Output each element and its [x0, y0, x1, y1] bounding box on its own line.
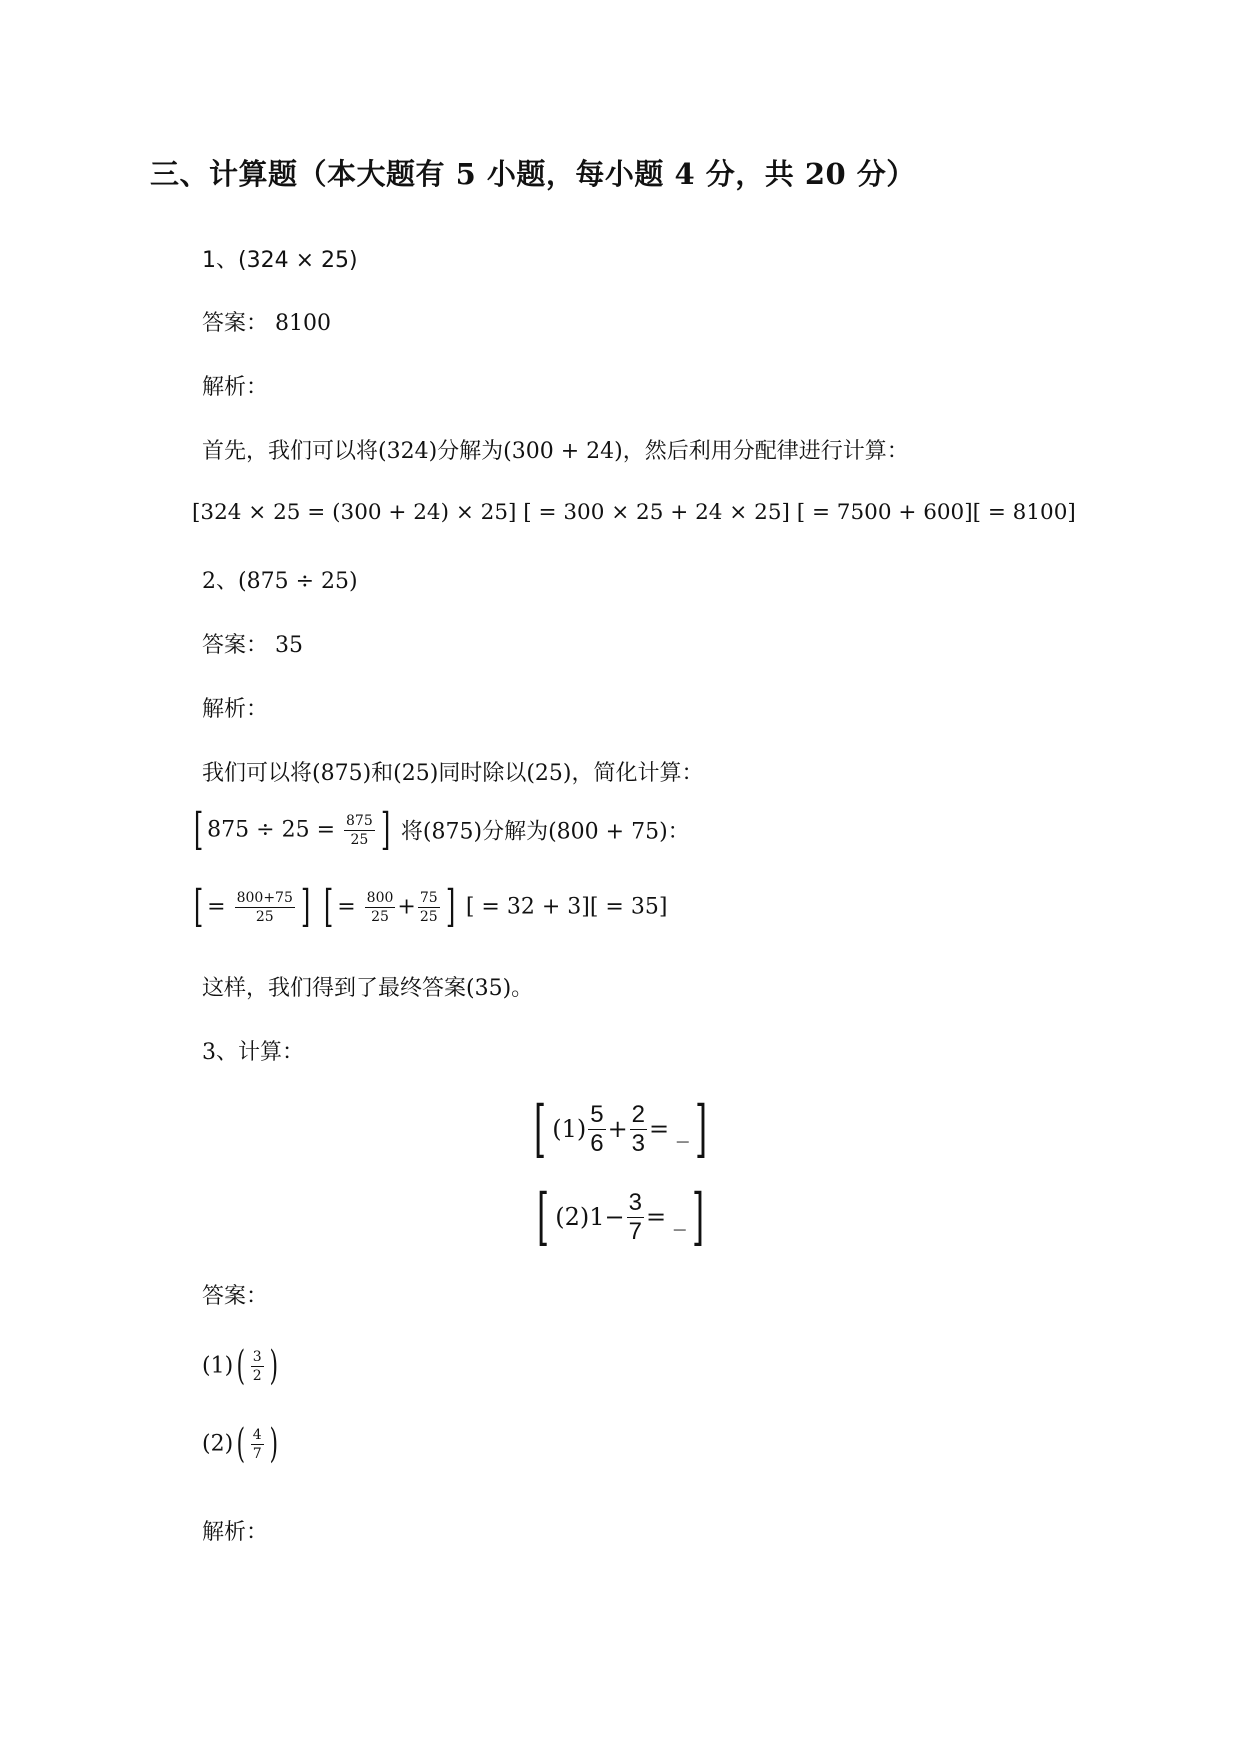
- q3-answer-2-fraction: $\frac{4}{7}$: [252, 1426, 262, 1462]
- q2-formula-1-tail: 将(875)分解为(800 + 75)：: [400, 819, 690, 845]
- question-2: 2、(875 ÷ 25): [202, 569, 358, 594]
- section-heading: 三、计算题（本大题有 5 小题，每小题 4 分，共 20 分）: [150, 157, 916, 191]
- q2-formula-4: [ = 32 + 3][ = 35]: [465, 894, 668, 920]
- q2-formula-1: [ 875 ÷ 25 = $\frac{875}{25}$ ] 将(875)分解为(800 + 75)：: [193, 804, 690, 855]
- q3-answer-1: (1)( $\frac{3}{2}$ ): [202, 1343, 278, 1389]
- q3-analysis-label: 解析：: [202, 1520, 269, 1545]
- question-3: 3、计算：: [202, 1040, 304, 1065]
- q3-p1-fraction-b: $\frac{2}{3}$: [631, 1100, 646, 1157]
- q2-analysis-label: 解析：: [202, 697, 269, 722]
- q2-formula-3-fraction-b: $\frac{75}{25}$: [419, 889, 438, 925]
- q2-formula-1-lhs: 875 ÷ 25 =: [207, 817, 336, 843]
- q2-conclusion: 这样，我们得到了最终答案(35)。: [202, 976, 534, 1001]
- q1-analysis-text: 首先，我们可以将(324)分解为(300 + 24)，然后利用分配律进行计算：: [202, 439, 909, 464]
- q3-answer-1-fraction: $\frac{3}{2}$: [252, 1348, 262, 1384]
- q1-answer: 答案： 8100: [202, 311, 331, 336]
- q2-formula-2-fraction: $\frac{800+75}{25}$: [236, 889, 293, 925]
- q2-analysis-text: 我们可以将(875)和(25)同时除以(25)，简化计算：: [202, 761, 704, 786]
- q3-answer-label: 答案：: [202, 1284, 269, 1309]
- q2-formula-1-fraction: $\frac{875}{25}$: [346, 812, 373, 848]
- q3-problem-1: [ (1) $\frac{5}{6}$ + $\frac{2}{3}$ = _]: [534, 1092, 707, 1165]
- q1-analysis-label: 解析：: [202, 375, 269, 400]
- q2-answer: 答案： 35: [202, 633, 303, 658]
- q2-formula-2: [ = $\frac{800+75}{25}$ ] [ = $\frac{800}{25}$ + $\frac{75}{25}$ ] [ = 32 + 3][ = 35]: [193, 881, 668, 932]
- q3-problem-2: [ (2)1− $\frac{3}{7}$ = _]: [537, 1180, 704, 1253]
- q3-p2-fraction: $\frac{3}{7}$: [628, 1188, 642, 1245]
- q3-answer-2: (2)( $\frac{4}{7}$ ): [202, 1421, 278, 1467]
- question-1: 1、(324 × 25): [202, 248, 358, 273]
- q3-p1-fraction-a: $\frac{5}{6}$: [590, 1100, 604, 1157]
- q2-formula-3-fraction-a: $\frac{800}{25}$: [366, 889, 394, 925]
- q1-formula: [324 × 25 = (300 + 24) × 25] [ = 300 × 25 + 24 × 25] [ = 7500 + 600][ = 8100]: [192, 500, 1076, 525]
